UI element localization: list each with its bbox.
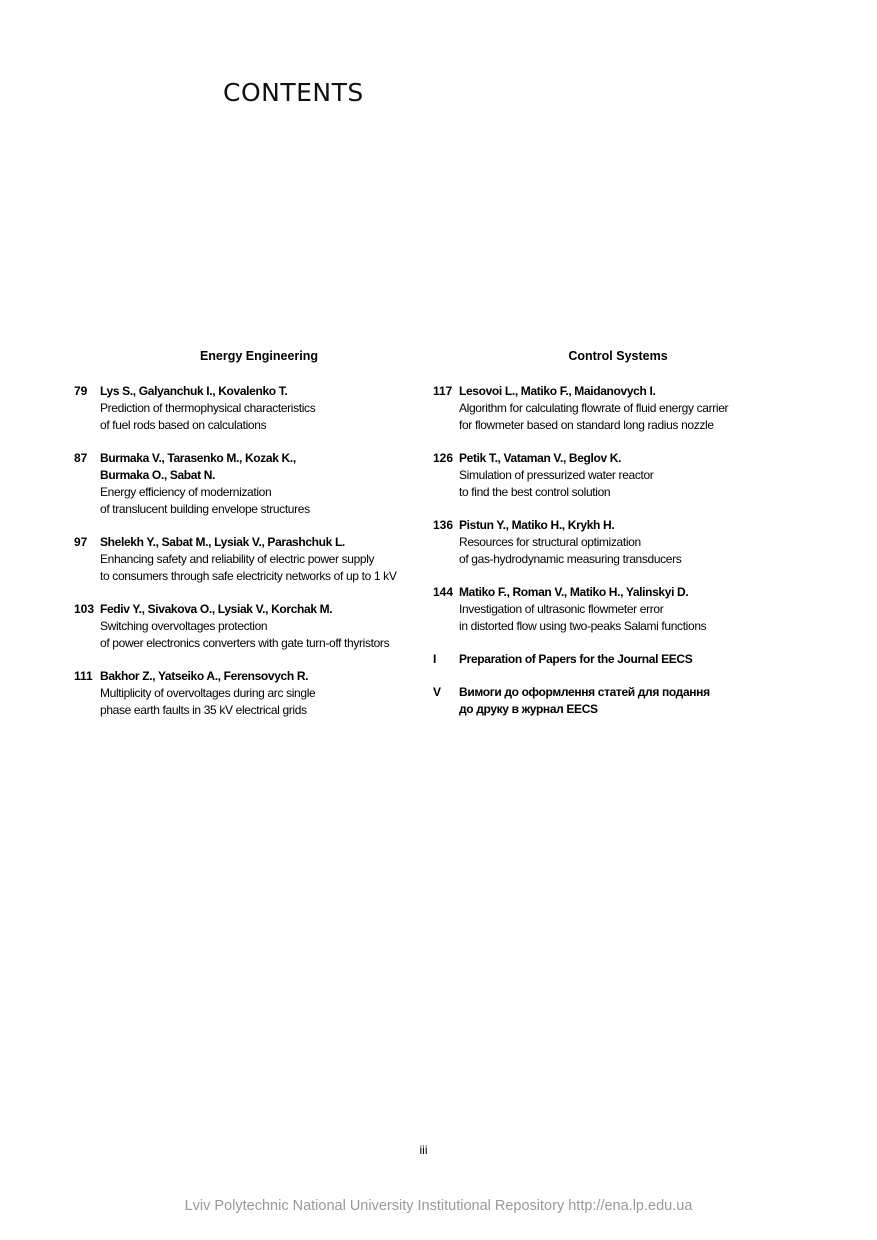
toc-entry[interactable] bbox=[74, 601, 414, 652]
section-heading: Control Systems bbox=[568, 349, 668, 363]
toc-authors: Lys S., Galyanchuk I., Kovalenko T. bbox=[100, 384, 288, 398]
toc-authors: Вимоги до оформлення статей для подання bbox=[459, 685, 710, 699]
toc-page-number: 136 bbox=[433, 518, 454, 532]
toc-entry-body bbox=[100, 450, 414, 518]
toc-page-number: 144 bbox=[433, 585, 454, 599]
toc-list bbox=[74, 383, 414, 719]
toc-entry-body bbox=[459, 651, 773, 668]
toc-entry[interactable] bbox=[74, 383, 414, 434]
toc-article-title: for flowmeter based on standard long radius nozzle bbox=[459, 418, 714, 432]
toc-entry[interactable] bbox=[433, 383, 773, 434]
toc-entry[interactable] bbox=[74, 450, 414, 518]
toc-page-number: 126 bbox=[433, 451, 454, 465]
toc-authors: Burmaka O., Sabat N. bbox=[100, 468, 216, 482]
page-number: iii bbox=[419, 1143, 428, 1157]
toc-page-number: V bbox=[433, 685, 442, 699]
toc-article-title: of power electronics converters with gate turn-off thyristors bbox=[100, 636, 390, 650]
toc-entry-body bbox=[459, 450, 773, 501]
toc-article-title: Multiplicity of overvoltages during arc single bbox=[100, 686, 316, 700]
toc-article-title: Switching overvoltages protection bbox=[100, 619, 268, 633]
toc-article-title: to find the best control solution bbox=[459, 485, 611, 499]
toc-list bbox=[433, 383, 773, 718]
toc-article-title: in distorted flow using two-peaks Salami functions bbox=[459, 619, 707, 633]
toc-page-number: 87 bbox=[74, 451, 88, 465]
toc-authors: Burmaka V., Tarasenko M., Kozak K., bbox=[100, 451, 296, 465]
toc-authors: Pistun Y., Matiko H., Krykh H. bbox=[459, 518, 615, 532]
repository-footer: Lviv Polytechnic National University Institutional Repository http://ena.lp.edu.ua bbox=[184, 1198, 693, 1214]
toc-article-title: phase earth faults in 35 kV electrical grids bbox=[100, 703, 307, 717]
toc-article-title: of translucent building envelope structures bbox=[100, 502, 310, 516]
toc-page-number: 117 bbox=[433, 384, 453, 398]
page-title: CONTENTS bbox=[223, 78, 364, 107]
section-heading: Energy Engineering bbox=[199, 349, 319, 363]
toc-article-title: Resources for structural optimization bbox=[459, 535, 641, 549]
toc-entry-body bbox=[459, 383, 773, 434]
toc-entry-body bbox=[100, 534, 414, 585]
toc-article-title: Algorithm for calculating flowrate of fluid energy carrier bbox=[459, 401, 729, 415]
toc-entry-body bbox=[100, 668, 414, 719]
toc-entry[interactable] bbox=[433, 684, 773, 718]
toc-article-title: Investigation of ultrasonic flowmeter error bbox=[459, 602, 664, 616]
toc-authors: Bakhor Z., Yatseiko A., Ferensovych R. bbox=[100, 669, 309, 683]
control-systems-column bbox=[433, 348, 773, 734]
toc-article-title: Enhancing safety and reliability of electric power supply bbox=[100, 552, 375, 566]
toc-page-number: 97 bbox=[74, 535, 88, 549]
toc-authors: Matiko F., Roman V., Matiko H., Yalinskyi D. bbox=[459, 585, 689, 599]
toc-entry-body bbox=[100, 383, 414, 434]
toc-page-number: 79 bbox=[74, 384, 88, 398]
toc-entry[interactable] bbox=[433, 517, 773, 568]
toc-authors: Fediv Y., Sivakova O., Lysiak V., Korchak M. bbox=[100, 602, 333, 616]
toc-entry[interactable] bbox=[433, 584, 773, 635]
toc-entry[interactable] bbox=[74, 534, 414, 585]
toc-authors: Shelekh Y., Sabat M., Lysiak V., Parashchuk L. bbox=[100, 535, 345, 549]
toc-entry-body bbox=[459, 517, 773, 568]
toc-page-number: 111 bbox=[74, 669, 93, 683]
toc-article-title: to consumers through safe electricity networks of up to 1 kV bbox=[100, 569, 397, 583]
toc-entry-body bbox=[459, 684, 773, 718]
energy-engineering-column bbox=[74, 348, 414, 735]
toc-page-number: I bbox=[433, 652, 437, 666]
toc-article-title: of fuel rods based on calculations bbox=[100, 418, 267, 432]
toc-entry[interactable] bbox=[433, 450, 773, 501]
toc-article-title: Prediction of thermophysical characteristics bbox=[100, 401, 316, 415]
toc-authors: Petik T., Vataman V., Beglov K. bbox=[459, 451, 622, 465]
toc-entry-body bbox=[459, 584, 773, 635]
toc-article-title: of gas-hydrodynamic measuring transducers bbox=[459, 552, 682, 566]
toc-page-number: 103 bbox=[74, 602, 95, 616]
toc-authors: Preparation of Papers for the Journal EECS bbox=[459, 652, 693, 666]
toc-article-title: Simulation of pressurized water reactor bbox=[459, 468, 654, 482]
toc-authors: до друку в журнал EECS bbox=[459, 702, 598, 716]
toc-entry[interactable] bbox=[433, 651, 773, 668]
toc-entry-body bbox=[100, 601, 414, 652]
toc-article-title: Energy efficiency of modernization bbox=[100, 485, 272, 499]
toc-authors: Lesovoi L., Matiko F., Maidanovych I. bbox=[459, 384, 656, 398]
toc-entry[interactable] bbox=[74, 668, 414, 719]
